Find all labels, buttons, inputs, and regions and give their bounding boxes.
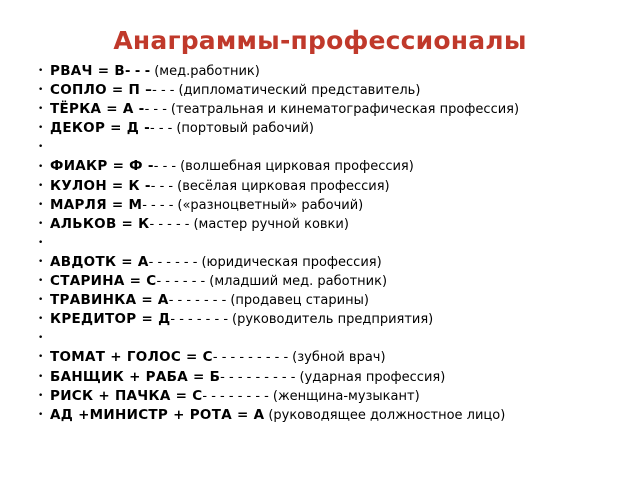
list-item	[38, 215, 638, 234]
anagram-word: ТРАВИНКА = А	[50, 292, 169, 309]
profession-hint: (театральная и кинематографическая профессия)	[170, 102, 520, 118]
bullet-icon: •	[38, 142, 44, 153]
bullet-icon: •	[38, 104, 44, 115]
list-item	[38, 310, 638, 329]
bullet-icon: •	[38, 314, 44, 325]
list-item	[38, 177, 638, 196]
answer-dashes: - - -	[144, 102, 167, 118]
bullet-icon: •	[38, 256, 44, 267]
list-item	[38, 234, 638, 253]
answer-dashes: - - -	[150, 121, 173, 137]
profession-hint: (волшебная цирковая профессия)	[180, 159, 414, 175]
answer-dashes: - - -	[150, 178, 174, 194]
profession-hint: (дипломатический представитель)	[178, 83, 421, 99]
anagram-word: АД +МИНИСТР + РОТА = А	[50, 406, 265, 423]
profession-hint: (мастер ручной ковки)	[193, 216, 349, 232]
bullet-icon: •	[38, 276, 44, 287]
answer-dashes: - - -	[152, 83, 175, 99]
profession-hint: (руководитель предприятия)	[232, 312, 434, 328]
list-item	[38, 368, 638, 387]
answer-dashes: - - - - - - - -	[202, 388, 269, 404]
bullet-icon: •	[38, 409, 44, 420]
list-item	[38, 253, 638, 272]
answer-dashes: - - - - -	[149, 216, 190, 232]
bullet-icon: •	[38, 199, 44, 210]
profession-hint: (мед.работник)	[154, 64, 260, 79]
bullet-icon: •	[38, 295, 44, 306]
profession-hint: (продавец старины)	[230, 293, 369, 309]
anagram-word: РВАЧ = В	[50, 63, 125, 79]
profession-hint: (женщина-музыкант)	[272, 388, 420, 404]
profession-hint: (юридическая профессия)	[201, 254, 382, 270]
bullet-icon: •	[38, 333, 44, 344]
answer-dashes: - - - - - -	[148, 254, 198, 270]
list-item	[38, 81, 638, 100]
slide-title: Анаграммы-профессионалы	[113, 26, 527, 55]
anagram-word: ТОМАТ + ГОЛОС = С	[50, 349, 213, 366]
answer-dashes: - - -	[124, 64, 151, 79]
anagram-word: РИСК + ПАЧКА = С	[50, 387, 203, 404]
bullet-icon: •	[38, 161, 44, 172]
bullet-icon: •	[38, 218, 44, 229]
anagram-word: ТЁРКА = А -	[50, 101, 145, 118]
bullet-icon: •	[38, 180, 44, 191]
bullet-icon: •	[38, 352, 44, 363]
bullet-icon: •	[38, 123, 44, 134]
anagram-word: АЛЬКОВ = К	[50, 215, 150, 232]
answer-dashes: - - - - - - -	[170, 312, 229, 328]
answer-dashes: - - - -	[142, 197, 174, 213]
list-item	[38, 119, 638, 138]
anagram-word: ДЕКОР = Д -	[50, 120, 150, 137]
answer-dashes: - - - - - -	[156, 274, 206, 290]
anagram-word: СТАРИНА = С	[50, 273, 157, 290]
anagram-list	[38, 62, 638, 425]
answer-dashes: - - - - - - - - -	[212, 350, 289, 366]
list-item	[38, 100, 638, 119]
anagram-word: АВДОТК = А	[50, 253, 149, 270]
list-item	[38, 291, 638, 310]
anagram-word: ФИАКР = Ф -	[50, 158, 154, 175]
bullet-icon: •	[38, 371, 44, 382]
list-item	[38, 387, 638, 406]
profession-hint: (ударная профессия)	[299, 369, 446, 385]
list-item	[38, 329, 638, 348]
anagram-word: КРЕДИТОР = Д	[50, 311, 171, 328]
profession-hint: (весёлая цирковая профессия)	[177, 178, 390, 194]
list-item	[38, 62, 638, 81]
bullet-icon: •	[38, 66, 44, 77]
bullet-icon: •	[38, 390, 44, 401]
anagram-word: СОПЛО = П –	[50, 82, 153, 99]
answer-dashes: - - -	[153, 159, 177, 175]
bullet-icon: •	[38, 237, 44, 248]
profession-hint: (руководящее должностное лицо)	[268, 407, 506, 423]
list-item	[38, 348, 638, 367]
profession-hint: (портовый рабочий)	[176, 121, 314, 137]
list-item	[38, 272, 638, 291]
answer-dashes: - - - - - - -	[168, 293, 227, 309]
answer-dashes: - - - - - - - - -	[220, 369, 296, 385]
profession-hint: (младший мед. работник)	[209, 274, 388, 290]
profession-hint: («разноцветный» рабочий)	[177, 197, 364, 213]
anagram-word: МАРЛЯ = М	[50, 196, 143, 213]
bullet-icon: •	[38, 85, 44, 96]
anagram-word: КУЛОН = К -	[50, 177, 151, 194]
list-item	[38, 157, 638, 176]
list-item	[38, 138, 638, 157]
anagram-word: БАНЩИК + РАБА = Б	[50, 368, 221, 385]
list-item	[38, 406, 638, 425]
profession-hint: (зубной врач)	[292, 350, 386, 366]
list-item	[38, 196, 638, 215]
